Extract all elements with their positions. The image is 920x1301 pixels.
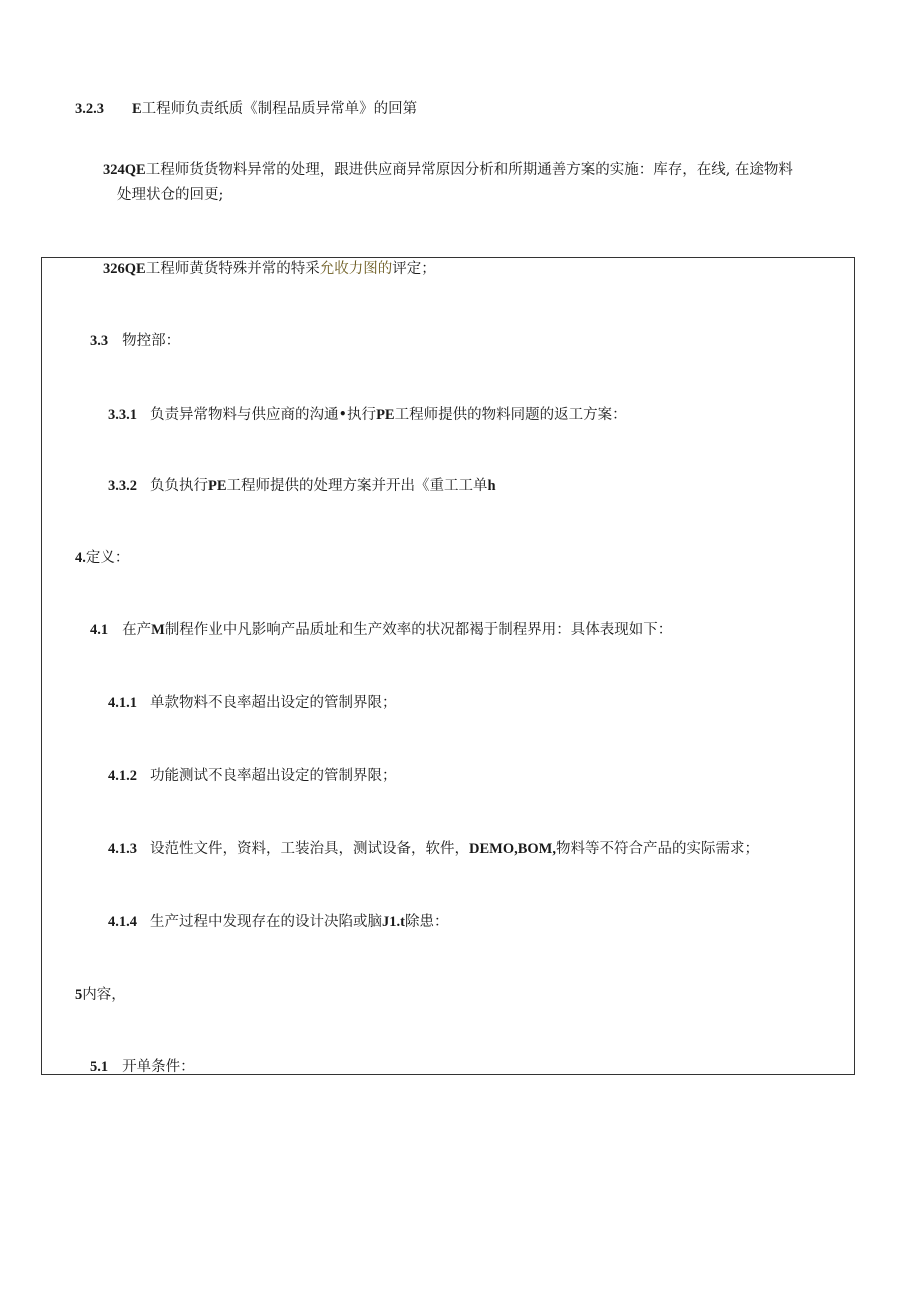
item-text: 工程师提供的物料同题的返工方案： <box>394 407 627 423</box>
item-text: 负负执行 <box>150 478 208 494</box>
item-number: 324QE <box>103 162 146 178</box>
section-title: 定义： <box>85 550 130 566</box>
item-text: 工程师黄货特殊并常的特采 <box>145 261 320 277</box>
code-text: J1.t <box>382 914 405 930</box>
item-text: 除患： <box>404 914 449 930</box>
item-3-2-4 <box>103 159 793 181</box>
item-3-2-3 <box>75 98 417 120</box>
item-text: 生产过程中发现存在的设计决陷或脑 <box>150 914 382 930</box>
code-text: M <box>151 622 165 638</box>
item-text: 物料等不符合产品的实际需求； <box>556 841 759 857</box>
section-title: 内容， <box>82 987 126 1003</box>
item-text: 设范性文件，资料，工装治具，测试设备，软件， <box>150 841 469 857</box>
item-tail: h <box>487 478 496 494</box>
item-number: 4.1.1 <box>108 695 137 711</box>
item-3-3 <box>90 330 180 352</box>
code-text: DEMO,BOM, <box>469 841 556 857</box>
item-5-1 <box>90 1056 195 1078</box>
code-text: E <box>132 101 142 117</box>
item-text: 处理状仓的回更; <box>117 187 224 203</box>
item-3-2-4-continuation <box>117 184 223 206</box>
section-4-heading <box>75 547 129 569</box>
section-number: 5 <box>75 987 83 1003</box>
item-number: 3.3.1 <box>108 407 137 423</box>
item-3-3-1 <box>108 404 627 426</box>
bordered-frame <box>41 257 855 1075</box>
item-text: 物控部： <box>122 333 181 349</box>
item-4-1-3 <box>108 838 759 860</box>
item-number: 3.3.2 <box>108 478 137 494</box>
item-text: 在产 <box>122 622 152 638</box>
item-text: 单款物料不良率超出设定的管制界限； <box>150 695 397 711</box>
item-number: 3.2.3 <box>75 101 104 117</box>
item-text: 工程师提供的处理方案并开出《重工工单 <box>226 478 488 494</box>
code-text: PE <box>376 407 395 423</box>
item-text: 开单条件： <box>122 1059 195 1075</box>
item-number: 4.1.4 <box>108 914 137 930</box>
item-text: 制程作业中凡影响产品质址和生产效率的状况都褐于制程界用：具体表现如下： <box>164 622 673 638</box>
item-text: 负责异常物料与供应商的沟通•执行 <box>150 407 377 423</box>
item-number: 4.1.3 <box>108 841 137 857</box>
item-number: 326QE <box>103 261 146 277</box>
item-text: 功能测试不良率超出设定的管制界限； <box>150 768 397 784</box>
code-text: PE <box>208 478 227 494</box>
item-number: 5.1 <box>90 1059 109 1075</box>
section-number: 4. <box>75 550 86 566</box>
item-text: 评定； <box>392 261 436 277</box>
item-3-2-6 <box>103 258 436 280</box>
item-3-3-2 <box>108 475 496 497</box>
item-text: 工程师负责纸质《制程品质异常单》的回第 <box>141 101 418 117</box>
item-number: 3.3 <box>90 333 109 349</box>
item-4-1-1 <box>108 692 397 714</box>
item-text: 工程师货货物料异常的处理，跟进供应商异常原因分析和所期通善方案的实施：库存，在线, 在途物料 <box>145 162 793 178</box>
item-number: 4.1 <box>90 622 109 638</box>
item-4-1-4 <box>108 911 448 933</box>
item-4-1 <box>90 619 672 641</box>
item-number: 4.1.2 <box>108 768 137 784</box>
item-text-highlight: 允收力图的 <box>319 261 393 277</box>
item-4-1-2 <box>108 765 397 787</box>
section-5-heading <box>75 984 126 1006</box>
